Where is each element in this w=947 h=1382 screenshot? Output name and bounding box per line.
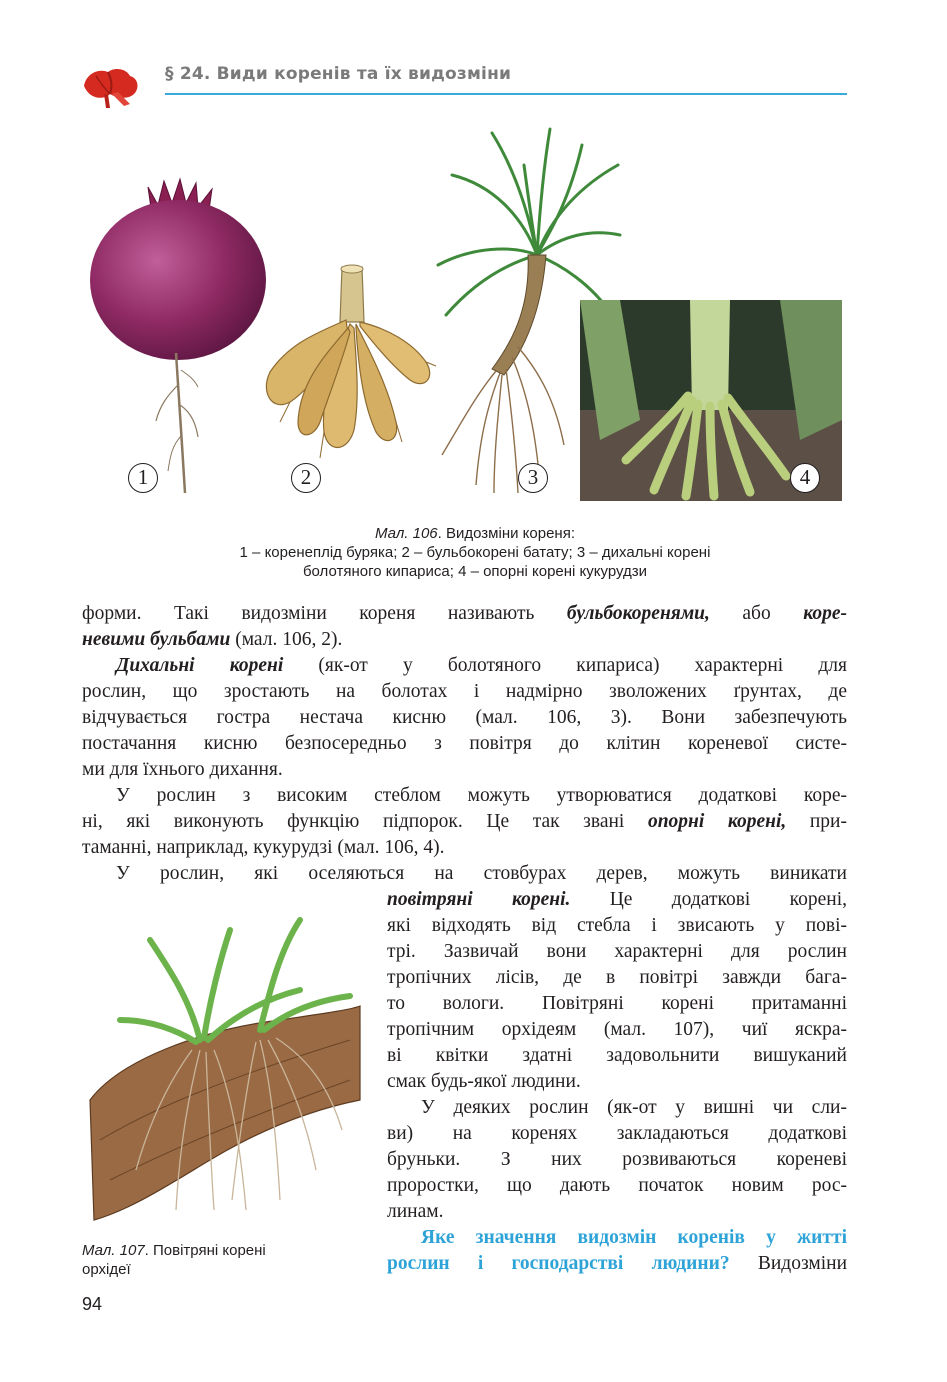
orchid-aerial-roots-illustration	[80, 910, 362, 1230]
question-line-1	[387, 1225, 847, 1251]
paragraph-4-line-9: смак будь-якої людини.	[387, 1071, 581, 1092]
paragraph-5-line-2: ви) на коренях закладаються додаткові	[387, 1123, 847, 1144]
paragraph-4-line-4: трі. Зазвичай вони характерні для рослин	[387, 941, 847, 962]
figure-107-caption	[82, 1241, 352, 1279]
question-line-2: рослин і господарстві людини? Видозміни	[387, 1253, 848, 1274]
body-text-main	[82, 601, 847, 887]
paragraph-5-line-5: линам.	[387, 1201, 444, 1222]
caption-107-label: Мал. 107	[82, 1242, 145, 1259]
caption-label: Мал. 106	[374, 525, 438, 542]
caption-title: . Видозміни кореня:	[437, 525, 575, 542]
paragraph-4-line-8: ві квітки здатні задовольнити вишуканий	[387, 1045, 847, 1066]
header-rule	[165, 93, 847, 95]
red-flower-icon	[78, 64, 142, 110]
figure-badge-3: 3	[518, 463, 548, 493]
caption-107-title: . Повітряні корені	[144, 1242, 266, 1259]
paragraph-1-line-2: невими бульбами (мал. 106, 2).	[82, 629, 343, 650]
paragraph-2-line-2: рослин, що зростають на болотах і надмірно зволожених ґрунтах, де	[82, 681, 847, 702]
body-text-right-column	[387, 887, 847, 1277]
paragraph-5-line-1: У деяких рослин (як-от у вишні чи сли-	[421, 1097, 847, 1118]
paragraph-4-line-2: повітряні корені. Це додаткові корені,	[387, 889, 847, 910]
page-number: 94	[82, 1294, 103, 1314]
paragraph-2-line-3: відчувається гостра нестача кисню (мал. 106, 3). Вони забезпечують	[82, 707, 847, 728]
paragraph-4-line-6: то вологи. Повітряні корені притаманні	[387, 993, 847, 1014]
paragraph-2-line-1: Дихальні корені (як-от у болотяного кипариса) характерні для	[116, 655, 847, 676]
sweet-potato-root-tuber-illustration	[250, 262, 440, 462]
paragraph-4-line-1: У рослин, які оселяються на стовбурах дерев, можуть виникати	[116, 863, 847, 884]
caption-line-2: 1 – коренеплід буряка; 2 – бульбокорені батату; 3 – дихальні корені	[239, 544, 711, 561]
paragraph-4-line-5: тропічних лісів, де в повітрі завжди бага-	[387, 967, 847, 988]
paragraph-4-line-3: які відходять від стебла і звисають у пові-	[387, 915, 847, 936]
paragraph-4-line-7: тропічним орхідеям (мал. 107), чиї яскра-	[387, 1019, 847, 1040]
paragraph-3-line-2: ні, які виконують функцію підпорок. Це так звані опорні корені, при-	[82, 811, 847, 832]
figure-badge-1: 1	[128, 463, 158, 493]
figure-badge-2: 2	[291, 463, 321, 493]
paragraph-5-line-3: бруньки. З них розвиваються кореневі	[387, 1149, 847, 1170]
paragraph-2-line-5: ми для їхнього дихання.	[82, 759, 283, 780]
paragraph-5-line-4: проростки, що дають початок новим рос-	[387, 1175, 847, 1196]
caption-107-line-2: орхідеї	[82, 1261, 131, 1278]
question-heading: Яке значення видозмін коренів у житті	[421, 1227, 847, 1248]
paragraph-3-line-3: таманні, наприклад, кукурудзі (мал. 106, 4).	[82, 837, 445, 858]
paragraph-3-line-1: У рослин з високим стеблом можуть утворюватися додаткові коре-	[116, 785, 847, 806]
paragraph-1-line-1: форми. Такі видозміни кореня називають бульбокоренями, або коре-	[82, 603, 848, 624]
figure-106-caption	[140, 524, 810, 581]
caption-line-3: болотяного кипариса; 4 – опорні корені кукурудзи	[302, 563, 648, 580]
running-header: § 24. Види коренів та їх видозміни	[165, 64, 512, 84]
figure-badge-4: 4	[790, 463, 820, 493]
paragraph-2-line-4: постачання кисню безпосередньо з повітря до клітин кореневої систе-	[82, 733, 847, 754]
